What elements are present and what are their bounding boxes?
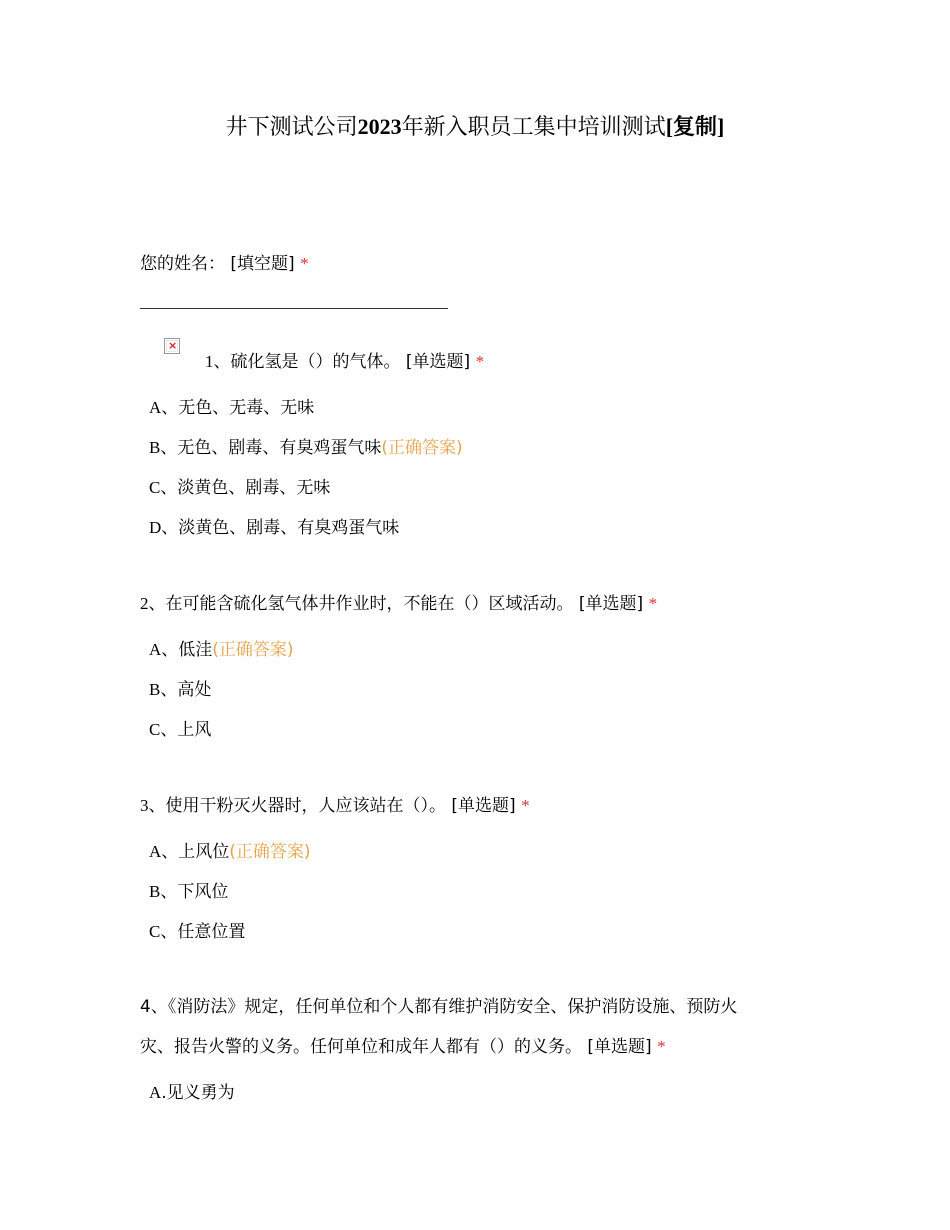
option-item[interactable] — [149, 475, 330, 501]
question-4-continued — [140, 1034, 666, 1060]
title-year: 2023 — [357, 114, 402, 139]
option-item[interactable] — [149, 1080, 235, 1106]
option-text: 、上风位 — [161, 842, 230, 862]
option-text: 、任意位置 — [160, 922, 246, 942]
option-text: 、无色、无毒、无味 — [161, 398, 315, 418]
option-letter: A — [149, 640, 162, 659]
question-text: 、使用干粉灭火器时，人应该站在（）。 — [148, 796, 446, 816]
option-item[interactable] — [149, 879, 228, 905]
question-text-line2: 灾、报告火警的义务。任何单位和成年人都有（）的义务。 — [140, 1037, 582, 1057]
question-type: [单选题] — [451, 796, 516, 816]
option-text: .见义勇为 — [161, 1083, 235, 1103]
question-text: 、硫化氢是（）的气体。 — [213, 352, 401, 372]
required-mark: * — [521, 796, 530, 815]
question-number: 2 — [140, 594, 149, 613]
question-number: 4 — [140, 997, 151, 1017]
question-type: [单选题] — [405, 352, 471, 372]
broken-image-icon: × — [164, 338, 180, 354]
question-1 — [205, 349, 484, 375]
option-letter: D — [149, 518, 162, 537]
name-question — [140, 251, 309, 277]
option-item[interactable] — [149, 839, 311, 865]
option-letter: C — [149, 720, 161, 739]
option-text: 、低洼 — [161, 640, 213, 660]
option-text: 、淡黄色、剧毒、有臭鸡蛋气味 — [161, 518, 400, 538]
title-part2: 年新入职员工集中培训测试 — [401, 115, 666, 140]
question-type: [单选题] — [587, 1037, 652, 1057]
option-item[interactable] — [149, 515, 399, 541]
question-2 — [140, 591, 657, 617]
correct-answer-tag: (正确答案) — [212, 640, 294, 660]
option-item[interactable] — [149, 717, 211, 743]
option-item[interactable] — [149, 919, 245, 945]
option-item[interactable] — [149, 395, 314, 421]
question-text: 、在可能含硫化氢气体井作业时，不能在（）区域活动。 — [148, 594, 574, 614]
option-item[interactable] — [149, 637, 294, 663]
question-number: 1 — [205, 352, 214, 371]
question-3 — [140, 793, 530, 819]
correct-answer-tag: (正确答案) — [381, 438, 463, 458]
option-text: 、高处 — [160, 680, 212, 700]
option-text: 、淡黄色、剧毒、无味 — [160, 478, 331, 498]
option-letter: A — [149, 842, 162, 861]
option-item[interactable] — [149, 677, 211, 703]
name-question-label: 您的姓名： — [140, 254, 225, 274]
option-letter: B — [149, 882, 161, 901]
option-item[interactable] — [149, 435, 463, 461]
question-type: [单选题] — [578, 594, 644, 614]
option-text: 、上风 — [160, 720, 212, 740]
option-letter: B — [149, 680, 161, 699]
title-part1: 井下测试公司 — [225, 115, 358, 140]
option-letter: B — [149, 438, 161, 457]
option-letter: A — [149, 398, 162, 417]
option-letter: C — [149, 478, 161, 497]
correct-answer-tag: (正确答案) — [229, 842, 311, 862]
question-type: [填空题] — [230, 254, 295, 274]
option-letter: C — [149, 922, 161, 941]
option-letter: A — [149, 1083, 162, 1102]
required-mark: * — [475, 352, 485, 371]
question-text-line1: 、《消防法》规定，任何单位和个人都有维护消防安全、保护消防设施、预防火 — [150, 997, 738, 1017]
page-title — [0, 110, 950, 145]
title-suffix: [复制] — [665, 114, 725, 139]
name-answer-field[interactable] — [140, 308, 448, 309]
option-text: 、无色、剧毒、有臭鸡蛋气味 — [160, 438, 382, 458]
required-mark: * — [300, 254, 309, 273]
option-text: 、下风位 — [160, 882, 229, 902]
required-mark: * — [648, 594, 658, 613]
question-4 — [140, 994, 737, 1020]
required-mark: * — [657, 1037, 666, 1056]
question-number: 3 — [140, 796, 149, 815]
